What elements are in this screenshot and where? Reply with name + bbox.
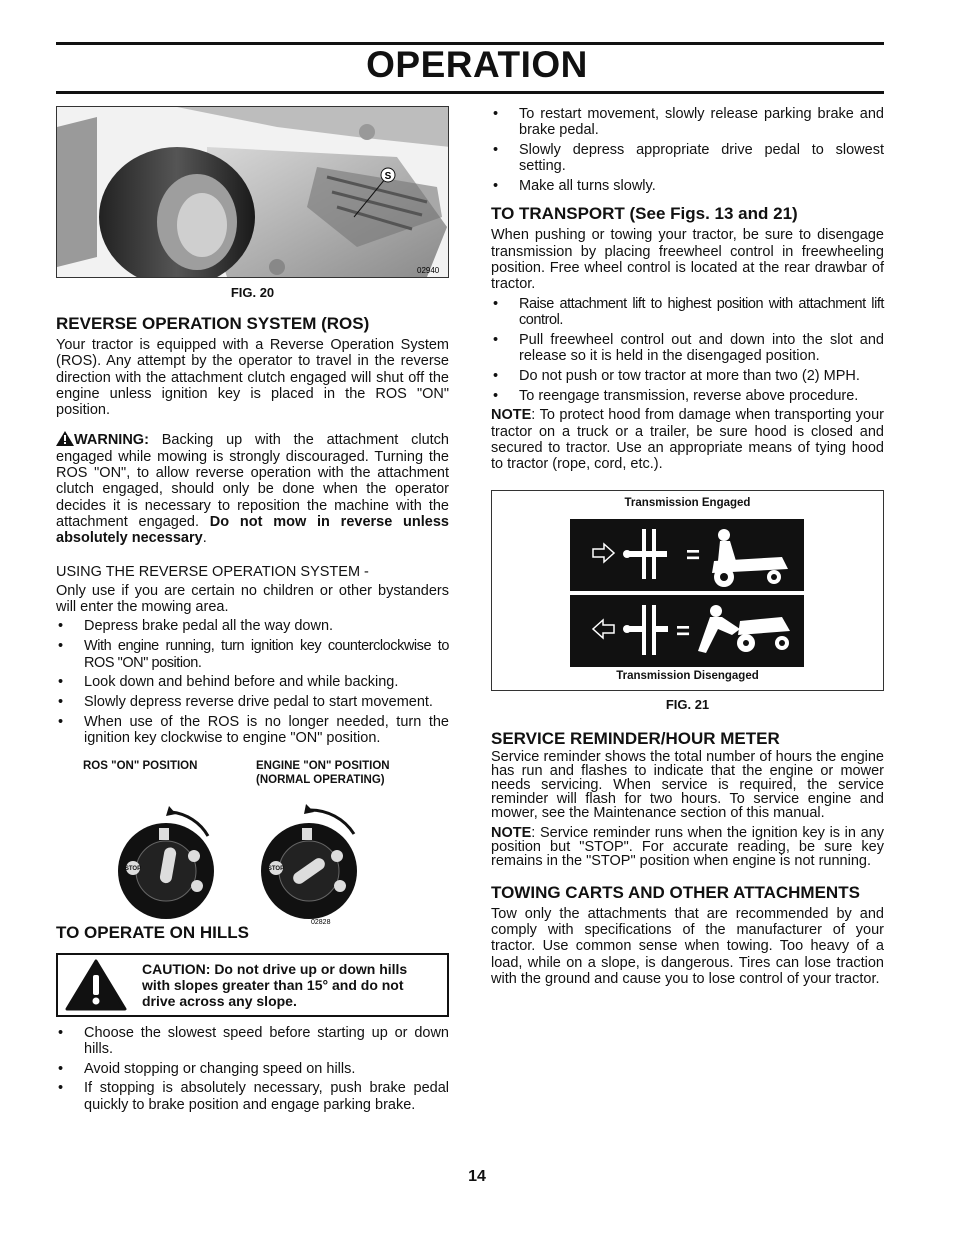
list-item: • With engine running, turn ignition key counterclockwise to ROS "ON" position. bbox=[56, 638, 449, 671]
callout-s: S bbox=[384, 171, 392, 182]
left-column bbox=[56, 106, 449, 1117]
right-top-bullets bbox=[491, 106, 884, 194]
svg-text:=: = bbox=[676, 617, 691, 645]
note-label: NOTE bbox=[491, 824, 532, 841]
using-ros-text: Only use if you are certain no children or other bystanders will enter the mowing area. bbox=[56, 582, 449, 616]
ignition-switch-ros bbox=[118, 806, 214, 919]
note-text: : Service reminder runs when the ignition key is in any position but "STOP". For accurate reading, be sure key remains in the "STOP" position when engine is not running. bbox=[491, 824, 884, 869]
note-text: : To protect hood from damage when transporting your tractor on a truck or a trailer, be sure hood is closed and secured to tractor. Use an appropriate means of tying hood to tractor (rope, cord, etc.). bbox=[491, 407, 884, 473]
note-label: NOTE bbox=[491, 407, 532, 424]
using-ros-heading: USING THE REVERSE OPERATION SYSTEM - bbox=[56, 563, 369, 580]
caution-box bbox=[56, 953, 449, 1017]
ros-on-label: ROS "ON" POSITION bbox=[83, 759, 198, 772]
list-item: • Depress brake pedal all the way down. bbox=[56, 618, 449, 634]
mower-deck-drawing bbox=[57, 107, 449, 278]
ignition-switch-engine bbox=[261, 804, 357, 919]
list-item: • Slowly depress appropriate drive pedal to slowest setting. bbox=[491, 142, 884, 175]
hills-heading: TO OPERATE ON HILLS bbox=[56, 922, 249, 942]
transmission-disengaged-label: Transmission Disengaged bbox=[616, 669, 759, 682]
hills-bullets bbox=[56, 1025, 449, 1113]
service-note bbox=[491, 826, 884, 868]
transport-heading: TO TRANSPORT (See Figs. 13 and 21) bbox=[491, 204, 798, 224]
fig20-caption: FIG. 20 bbox=[230, 285, 275, 300]
list-item: • Slowly depress reverse drive pedal to start movement. bbox=[56, 694, 449, 710]
warning-bold-text: Do not mow in reverse unless absolutely necessary bbox=[56, 513, 449, 547]
fig21-caption: FIG. 21 bbox=[665, 696, 710, 712]
list-item: • To reengage transmission, reverse above procedure. bbox=[491, 388, 884, 404]
service-heading: SERVICE REMINDER/HOUR METER bbox=[491, 728, 780, 748]
list-item: • To restart movement, slowly release parking brake and brake pedal. bbox=[491, 106, 884, 139]
towing-heading: TOWING CARTS AND OTHER ATTACHMENTS bbox=[491, 882, 860, 902]
list-item: • Raise attachment lift to highest position with attachment lift control. bbox=[491, 296, 884, 329]
ignition-code: 02828 bbox=[311, 918, 331, 926]
list-item: • Pull freewheel control out and down into the slot and release so it is held in the disengaged position. bbox=[491, 332, 884, 365]
fig20-code: 02940 bbox=[417, 266, 440, 275]
transport-note bbox=[491, 407, 884, 472]
list-item: • Make all turns slowly. bbox=[491, 178, 884, 194]
fig21-illustration bbox=[491, 490, 884, 691]
warning-text: Backing up with the attachment clutch engaged while mowing is strongly discouraged. Turning the ROS "ON", to allow reverse operation with the attachment clutch engaged, should only be done when the operator decides it is necessary to reposition the machine with the attachment engaged. bbox=[56, 432, 450, 530]
warning-label: WARNING: bbox=[74, 432, 149, 449]
ros-bullets bbox=[56, 618, 449, 746]
engine-on-label-2: (NORMAL OPERATING) bbox=[256, 773, 385, 786]
right-column bbox=[491, 106, 884, 987]
svg-text:=: = bbox=[686, 541, 701, 569]
header-rule-bottom bbox=[56, 91, 884, 94]
ros-heading: REVERSE OPERATION SYSTEM (ROS) bbox=[56, 314, 370, 333]
list-item: • Choose the slowest speed before starting up or down hills. bbox=[56, 1025, 449, 1058]
page-number: 14 bbox=[468, 1168, 486, 1185]
list-item: • Look down and behind before and while backing. bbox=[56, 674, 449, 690]
list-item: • When use of the ROS is no longer needed, turn the ignition key clockwise to engine "ON" position. bbox=[56, 714, 449, 747]
caution-text: CAUTION: Do not drive up or down hills with slopes greater than 15° and do not drive across any slope. bbox=[142, 960, 408, 1009]
transport-bullets bbox=[491, 296, 884, 404]
page-title: OPERATION bbox=[366, 44, 588, 85]
transmission-engaged-label: Transmission Engaged bbox=[624, 496, 751, 509]
list-item: • Do not push or tow tractor at more than two (2) MPH. bbox=[491, 368, 884, 384]
towing-text: Tow only the attachments that are recommended by and comply with specifications of the manufacturer of your tractor. Use common sense when towing. Too heavy of a load, while on a slope, is dangerous. Tires can lose traction with the ground and cause you to lose control of your tractor. bbox=[491, 905, 884, 987]
stop-label-right: STOP bbox=[267, 865, 285, 872]
list-item: • If stopping is absolutely necessary, push brake pedal quickly to brake position and engage parking brake. bbox=[56, 1080, 449, 1113]
ignition-switches bbox=[56, 786, 449, 926]
warning-end: . bbox=[202, 530, 207, 547]
ros-intro: Your tractor is equipped with a Reverse Operation System (ROS). Any attempt by the operator to travel in the reverse direction with the attachment clutch engaged will shut off the engine unless ignition key is placed in the ROS "ON" position. bbox=[56, 337, 449, 419]
list-item: • Avoid stopping or changing speed on hills. bbox=[56, 1061, 449, 1077]
stop-label-left: STOP bbox=[124, 865, 142, 872]
engine-on-label-1: ENGINE "ON" POSITION bbox=[256, 759, 390, 772]
warning-icon bbox=[56, 432, 74, 448]
fig20-illustration bbox=[56, 106, 449, 278]
ros-warning bbox=[56, 431, 449, 546]
ignition-figure bbox=[56, 759, 449, 924]
transport-intro: When pushing or towing your tractor, be sure to disengage transmission by placing freewheel control in freewheeling position. Free wheel control is located at the rear drawbar of tractor. bbox=[491, 227, 884, 293]
service-text: Service reminder shows the total number of hours the engine has run and flashes to indicate that the engine or mower needs servicing. When service is required, the service reminder will flash for two hours. To service engine and mower, see the Maintenance section of this manual. bbox=[491, 748, 884, 821]
caution-icon bbox=[58, 959, 134, 1011]
transmission-diagram bbox=[492, 513, 884, 673]
